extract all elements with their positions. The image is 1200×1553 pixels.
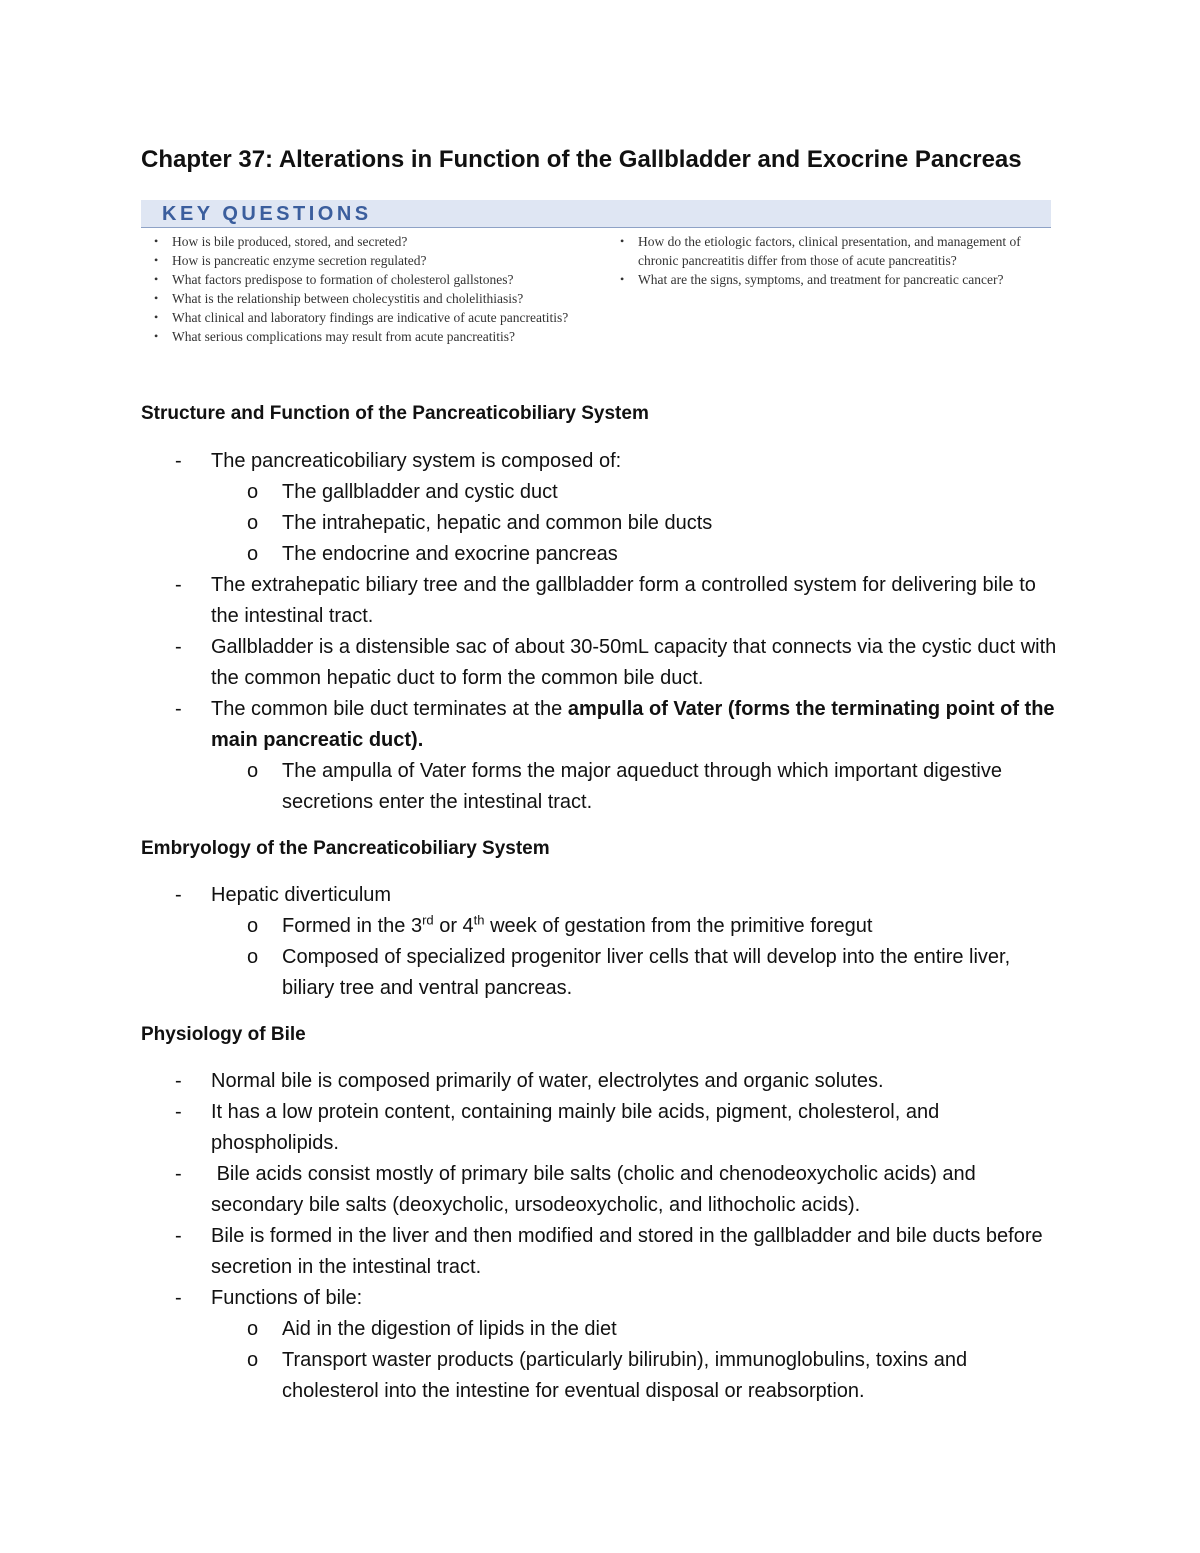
- list-item: [141, 570, 1061, 632]
- list-item: [141, 1097, 1061, 1159]
- structure-list: [141, 446, 1061, 818]
- circle-marker: o: [247, 915, 259, 937]
- circle-marker: o: [247, 543, 259, 565]
- sub-list-item: [141, 942, 1061, 1004]
- sub-list-item: [141, 477, 1061, 508]
- sub-list-item: [141, 756, 1061, 818]
- list-item: [141, 1283, 1061, 1314]
- list-item-text: Aid in the digestion of lipids in the diet: [282, 1318, 617, 1340]
- dash-marker: -: [175, 1070, 182, 1092]
- dash-marker: -: [175, 698, 182, 720]
- embryology-list: [141, 880, 1061, 1004]
- section-heading-physiology: Physiology of Bile: [141, 1024, 306, 1045]
- key-questions-label: KEY QUESTIONS: [162, 203, 372, 225]
- key-question: • What clinical and laboratory findings are indicative of acute pancreatitis?: [147, 308, 577, 327]
- list-item-text: The intrahepatic, hepatic and common bile ducts: [282, 512, 713, 534]
- key-questions-right-column: [613, 232, 1043, 289]
- physiology-list: [141, 1066, 1061, 1407]
- dash-marker: -: [175, 1101, 182, 1123]
- list-item-text: Gallbladder is a distensible sac of about 30-50mL capacity that connects via the cystic duct with the common hepatic duct to form the common bile duct.: [211, 636, 1057, 689]
- dash-marker: -: [175, 1287, 182, 1309]
- list-item: [141, 694, 1061, 756]
- circle-marker: o: [247, 760, 259, 782]
- dash-marker: -: [175, 450, 182, 472]
- list-item-text: Composed of specialized progenitor liver cells that will develop into the entire liver, biliary tree and ventral pancreas.: [282, 946, 1011, 999]
- key-question: • What is the relationship between cholecystitis and cholelithiasis?: [147, 289, 577, 308]
- sub-list-item: [141, 508, 1061, 539]
- list-item-text: The ampulla of Vater forms the major aqueduct through which important digestive secretions enter the intestinal tract.: [282, 760, 1002, 813]
- list-item-text: Functions of bile:: [211, 1287, 363, 1309]
- list-item: [141, 632, 1061, 694]
- list-item: [141, 1221, 1061, 1283]
- sub-list-item: [141, 539, 1061, 570]
- section-heading-structure: Structure and Function of the Pancreaticobiliary System: [141, 403, 649, 424]
- circle-marker: o: [247, 1318, 259, 1340]
- list-item: [141, 446, 1061, 477]
- key-question: • How is bile produced, stored, and secreted?: [147, 232, 577, 251]
- section-heading-embryology: Embryology of the Pancreaticobiliary System: [141, 838, 550, 859]
- sub-list-item: [141, 1345, 1061, 1407]
- list-item-text: Bile is formed in the liver and then modified and stored in the gallbladder and bile ducts before secretion in the intestinal tract.: [211, 1225, 1043, 1278]
- list-item-text: The extrahepatic biliary tree and the gallbladder form a controlled system for delivering bile to the intestinal tract.: [211, 574, 1036, 627]
- key-question: • What factors predispose to formation of cholesterol gallstones?: [147, 270, 577, 289]
- list-item-text: Normal bile is composed primarily of water, electrolytes and organic solutes.: [211, 1070, 884, 1092]
- key-question: • How do the etiologic factors, clinical presentation, and management of chronic pancreatitis differ from those of acute pancreatitis?: [613, 232, 1043, 270]
- sub-list-item: [141, 1314, 1061, 1345]
- key-question: • What are the signs, symptoms, and treatment for pancreatic cancer?: [613, 270, 1043, 289]
- page-title: Chapter 37: Alterations in Function of the Gallbladder and Exocrine Pancreas: [141, 146, 1022, 173]
- circle-marker: o: [247, 512, 259, 534]
- dash-marker: -: [175, 1225, 182, 1247]
- list-item-text: The endocrine and exocrine pancreas: [282, 543, 618, 565]
- list-item-text: The common bile duct terminates at the: [211, 698, 568, 720]
- list-item-text: Bile acids consist mostly of primary bile salts (cholic and chenodeoxycholic acids) and secondary bile salts (deoxycholic, ursodeoxycholic, and lithocholic acids).: [211, 1163, 982, 1216]
- list-item-text: It has a low protein content, containing mainly bile acids, pigment, cholesterol, and phospholipids.: [211, 1101, 940, 1154]
- key-question: • What serious complications may result from acute pancreatitis?: [147, 327, 577, 346]
- list-item-text: Formed in the 3rd or 4th week of gestation from the primitive foregut: [282, 912, 873, 937]
- key-questions-left-column: [147, 232, 577, 346]
- dash-marker: -: [175, 574, 182, 596]
- list-item: [141, 1159, 1061, 1221]
- list-item-text: Hepatic diverticulum: [211, 884, 392, 906]
- list-item-text: The pancreaticobiliary system is composed of:: [211, 450, 622, 472]
- key-questions-header: [141, 200, 1051, 228]
- circle-marker: o: [247, 481, 259, 503]
- sub-list-item: [141, 911, 1061, 942]
- dash-marker: -: [175, 1163, 182, 1185]
- circle-marker: o: [247, 1349, 259, 1371]
- dash-marker: -: [175, 884, 182, 906]
- list-item-text: Transport waster products (particularly bilirubin), immunoglobulins, toxins and cholesterol into the intestine for eventual disposal or reabsorption.: [282, 1349, 968, 1402]
- key-question: • How is pancreatic enzyme secretion regulated?: [147, 251, 577, 270]
- list-item: [141, 1066, 1061, 1097]
- ampulla-of-vater-bold-text: ampulla of Vater (forms the terminating point of the main pancreatic duct).: [211, 698, 1055, 751]
- list-item-text: The gallbladder and cystic duct: [282, 481, 558, 503]
- list-item: [141, 880, 1061, 911]
- dash-marker: -: [175, 636, 182, 658]
- circle-marker: o: [247, 946, 259, 968]
